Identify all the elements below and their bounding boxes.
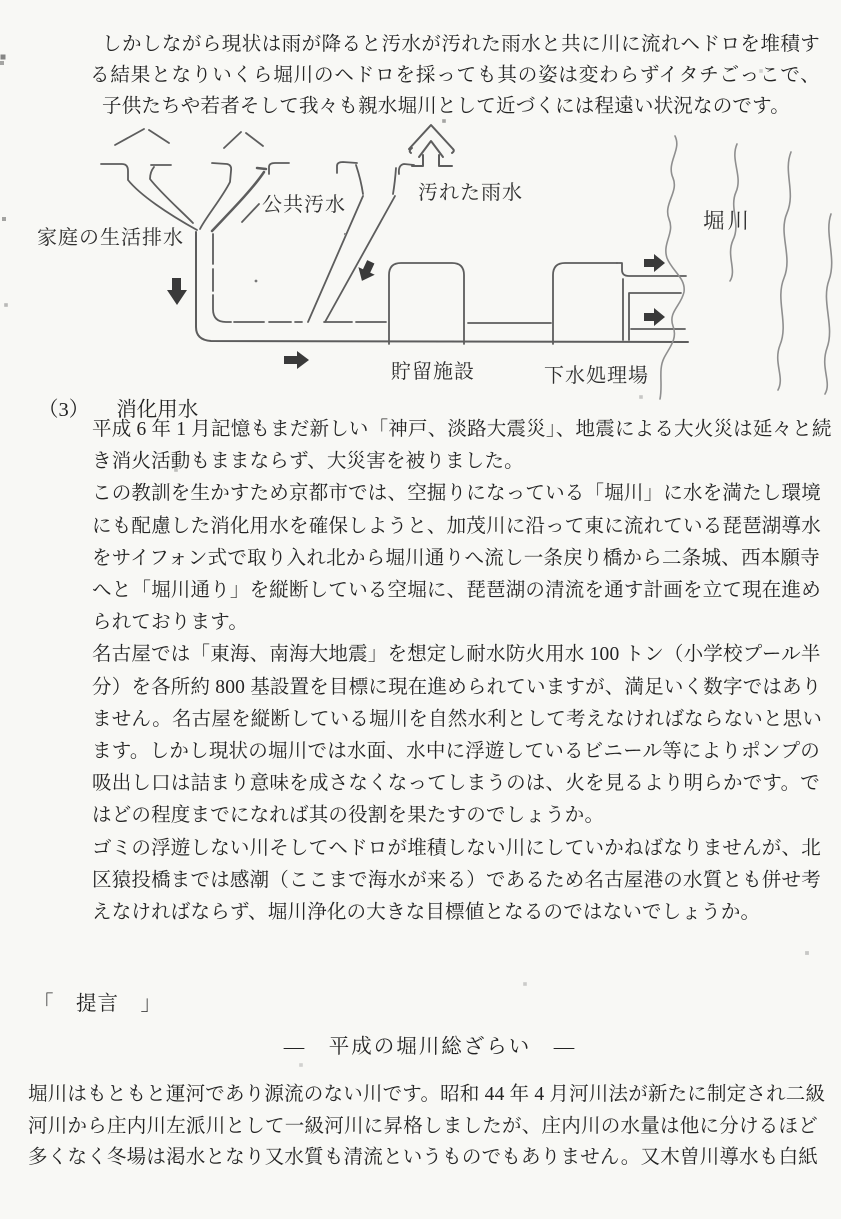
text-line: えなければならず、堀川浄化の大きな目標値となるのではないでしょうか。 (92, 902, 761, 924)
text-line: ません。名古屋を縦断している堀川を自然水利として考えなければならないと思い (92, 708, 823, 730)
text-line: 吸出し口は詰まり意味を成さなくなってしまうのは、火を見るより明らかです。で (92, 773, 820, 795)
storage-dome (389, 263, 464, 344)
text-line: ます。しかし現状の堀川では水面、水中に浮遊しているビニール等によりポンプの (92, 741, 820, 763)
label-storage-facility: 貯留施設 (391, 361, 475, 383)
scan-speck-artifacts (0, 0, 2, 2)
text-line: 河川から庄内川左派川として一級河川に昇格しましたが、庄内川の水量は他に分けるほど (28, 1115, 818, 1137)
label-dirty-rainwater: 汚れた雨水 (418, 182, 523, 204)
text-line: 区猿投橋までは感潮（ここまで海水が来る）であるため名古屋港の水質とも併せ考 (92, 869, 821, 891)
funnel-second (200, 163, 231, 229)
section-title: 消化用水 (116, 399, 199, 421)
basin-public-sewage (242, 204, 259, 222)
text-line: にも配慮した消化用水を確保しようと、加茂川に沿って東に流れている琵琶湖導水 (92, 515, 821, 537)
chevron-mark (115, 129, 169, 145)
label-river-horikawa: 堀川 (703, 209, 753, 233)
text-line: 多くなく冬場は渇水となり又水質も清流というものでもありません。又木曽川導水も白紙 (28, 1147, 818, 1168)
text-line: 分）を各所約 800 基設置を目標に現在進められていますが、満足いく数字ではあり (92, 676, 822, 698)
section-number: （3） (38, 399, 90, 421)
river-wave-line (825, 214, 832, 394)
drain-pipe (196, 232, 688, 342)
label-public-sewage: 公共汚水 (262, 194, 346, 216)
text-line: る結果となりいくら堀川のヘドロを採っても其の姿は変わらずイタチごっこで、 (90, 65, 820, 87)
river-wave-line (778, 152, 791, 390)
text-line: はどの程度までになれば其の役割を果たすのでしょうか。 (92, 805, 605, 827)
proposal-subtitle: ― 平成の堀川総ざらい ― (283, 1036, 577, 1058)
section-body (92, 414, 832, 929)
down-arrow (167, 278, 187, 305)
river-bank-line (660, 136, 684, 399)
drain-pipe (213, 234, 302, 322)
text-line: 平成 6 年 1 月記憶もまだ新しい「神戸、淡路大震災」、地震による大火災は延々と続 (92, 419, 832, 440)
right-arrow (644, 308, 665, 326)
text-line: へと「堀川通り」を縦断している空堀に、琵琶湖の清流を通す計画を立て現在進め (92, 580, 821, 602)
ink-dot (344, 233, 346, 235)
right-arrow (644, 254, 665, 272)
text-line: られております。 (92, 612, 249, 634)
label-treatment-plant: 下水処理場 (544, 365, 649, 387)
treatment-dome (553, 263, 617, 344)
proposal-title: 「 提言 」 (33, 993, 162, 1015)
text-line: 堀川はもともと運河であり源流のない川です。昭和 44 年 4 月河川法が新たに制定され二級 (28, 1084, 826, 1105)
right-arrow (284, 351, 309, 369)
closing-paragraph (28, 1079, 826, 1174)
text-line: 名古屋では「東海、南海大地震」を想定し耐水防火用水 100 トン（小学校プール半 (92, 644, 821, 666)
text-line: この教訓を生かすため京都市では、空掘りになっている「堀川」に水を満たし環境 (92, 483, 821, 505)
chevron-mark (224, 132, 263, 148)
ink-dot (255, 280, 258, 283)
basin-public-sewage (269, 163, 289, 174)
text-line: をサイフォン式で取り入れ北から堀川通りへ流し一条戻り橋から二条城、西本願寺 (92, 547, 820, 569)
up-arrow-outline (409, 125, 454, 166)
text-line: しかしながら現状は雨が降ると汚水が汚れた雨水と共に川に流れヘドロを堆積す (102, 34, 820, 55)
text-line: き消火活動もままならず、大災害を被りました。 (92, 451, 524, 473)
label-household-wastewater: 家庭の生活排水 (37, 227, 184, 249)
text-line: 子供たちや若者そして我々も親水堀川として近づくには程遠い状況なのです。 (102, 96, 790, 118)
intro-paragraph (90, 29, 820, 123)
text-line: ゴミの浮遊しない川そしてヘドロが堆積しない川にしていかねばなりませんが、北 (92, 837, 821, 859)
funnel-rain (393, 164, 414, 194)
